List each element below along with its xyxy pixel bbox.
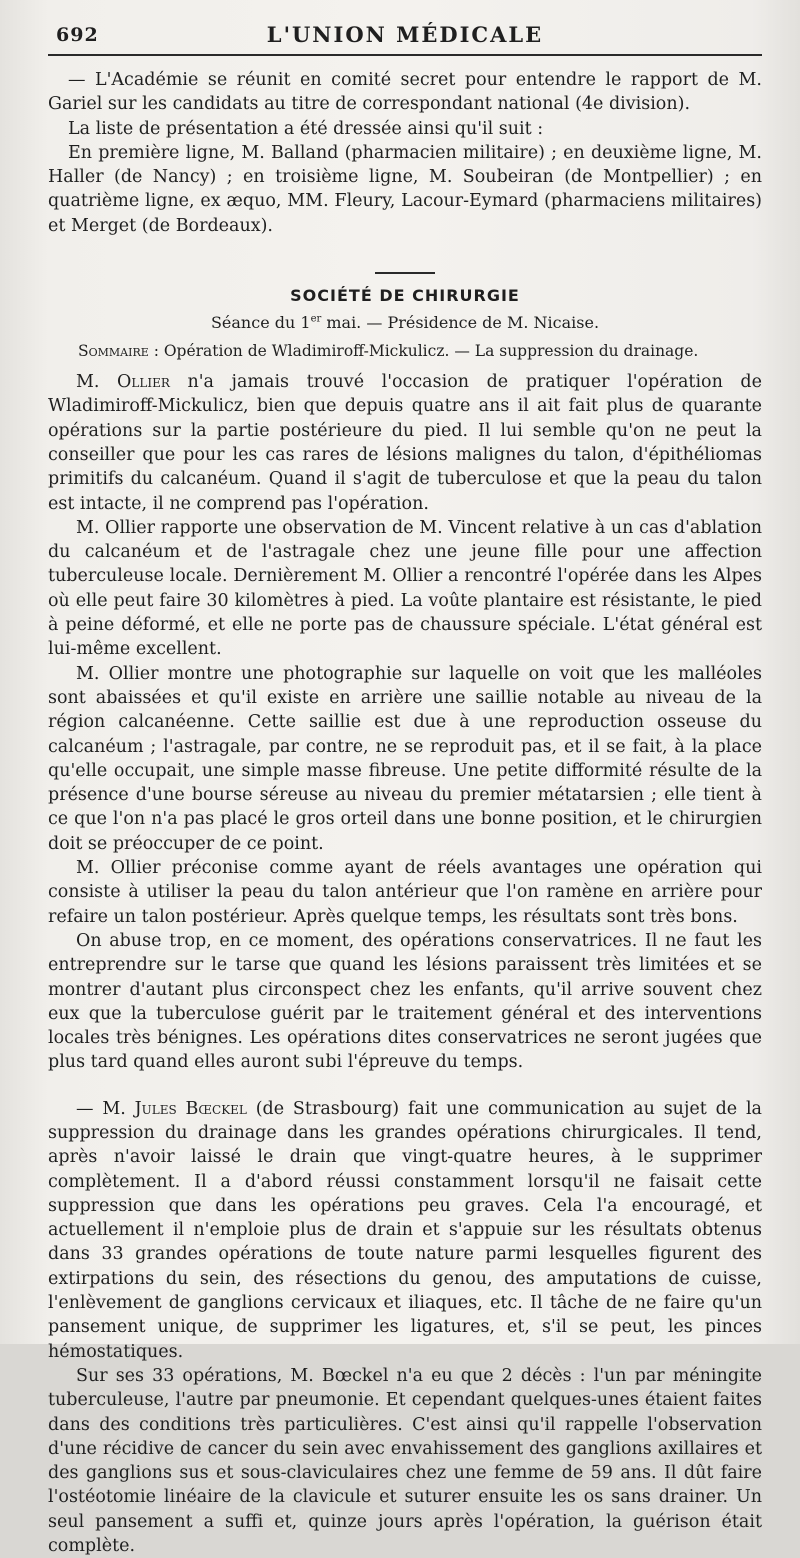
speaker-name: M. Ollier xyxy=(76,372,170,393)
body-paragraph xyxy=(48,662,762,856)
seance-line xyxy=(48,313,762,332)
paragraph-text: M. Ollier rapporte une observation de M. Vincent relative à un cas d'ablation du calcanéum et de l'astragale chez une jeune fille pour une affection tuberculeuse locale. Dernièrement M. Ollier a rencontré l'opérée dans les Alpes où elle peut faire 30 kilomètres à pied. La voûte plantaire est résistante, le pied à peine déformé, et elle ne porte pas de chaussure spéciale. L'état général est lui-même excellent. xyxy=(48,517,762,660)
paragraph-text: Sur ses 33 opérations, M. Bœckel n'a eu que 2 décès : l'un par méningite tuberculeuse, l'autre par pneumonie. Et cependant quelques-unes étaient faites dans des conditions très particulières. C'est ainsi qu'il rappelle l'observation d'une récidive de cancer du sein avec envahissement des ganglions axillaires et des ganglions sus et sous-claviculaires chez une femme de 59 ans. Il dût faire l'ostéotomie linéaire de la clavicule et suturer ensuite les os sans drainer. Un seul pansement a suffi et, quinze jours après l'opération, la guérison était complète. xyxy=(48,1365,762,1557)
paragraph-text: M. Ollier montre une photographie sur laquelle on voit que les malléoles sont abaissées et qu'il existe en arrière une saillie notable au niveau de la région calcanéenne. Cette saillie est due à une reproduction osseuse du calcanéum ; l'astragale, par contre, ne se reproduit pas, et il se fait, à la place qu'elle occupait, une simple masse fibreuse. Une petite difformité résulte de la présence d'une bourse séreuse au niveau du premier métatarsien ; elle tient à ce que l'on n'a pas placé le gros orteil dans une bonne position, et le chirurgien doit se préoccuper de ce point. xyxy=(48,663,762,854)
body-paragraph xyxy=(48,1097,762,1364)
paragraph-gap xyxy=(48,1075,762,1097)
header-rule xyxy=(48,54,762,56)
section-title: SOCIÉTÉ DE CHIRURGIE xyxy=(290,286,520,306)
page-header xyxy=(48,18,762,48)
body-paragraph xyxy=(48,370,762,516)
speaker-name: — M. Jules Bœckel xyxy=(76,1098,247,1119)
presentation-list: En première ligne, M. Balland (pharmacien militaire) ; en deuxième ligne, M. Haller (de Nancy) ; en troisième ligne, M. Soubeiran (de Montpellier) ; en quatrième ligne, ex æquo, MM. Fleury, Lacour-Eymard (pharmaciens militaires) et Merget (de Bordeaux). xyxy=(48,142,762,236)
body-paragraph xyxy=(48,516,762,662)
section-divider xyxy=(375,272,435,274)
presentation-list-intro: La liste de présentation a été dressée ainsi qu'il suit : xyxy=(68,118,544,139)
seance-ordinal: er xyxy=(310,313,322,325)
summary-label: Sommaire xyxy=(78,342,149,361)
paragraph-text: On abuse trop, en ce moment, des opérations conservatrices. Il ne faut les entreprendre sur le tarse que quand les lésions paraissent très limitées et se montrer d'autant plus circonspect chez les enfants, qu'il arrive souvent chez eux que la tuberculose guérit par le traitement général et des interventions locales très bénignes. Les opérations dites conservatrices ne seront jugées que plus tard quand elles auront subi l'épreuve du temps. xyxy=(48,930,762,1073)
running-title: L'UNION MÉDICALE xyxy=(266,22,544,47)
summary-line xyxy=(48,340,762,362)
seance-suffix: mai. — Présidence de M. Nicaise. xyxy=(321,313,600,333)
body-paragraph xyxy=(48,856,762,929)
academy-paragraph: — L'Académie se réunit en comité secret pour entendre le rapport de M. Gariel sur les candidats au titre de correspondant national (4e division). xyxy=(48,70,762,115)
paragraph-text: n'a jamais trouvé l'occasion de pratiquer l'opération de Wladimiroff-Mickulicz, bien que depuis quatre ans il ait fait plus de quarante opérations sur la partie postérieure du pied. Il lui semble qu'on ne peut la conseiller que pour les cas rares de lésions malignes du talon, d'épithéliomas primitifs du calcanéum. Quand il s'agit de tuberculose et que la peau du talon est intacte, il ne comprend pas l'opération. xyxy=(48,372,762,514)
paragraph-text: M. Ollier préconise comme ayant de réels avantages une opération qui consiste à utiliser la peau du talon antérieur que l'on ramène en arrière pour refaire un talon postérieur. Après quelque temps, les résultats sont très bons. xyxy=(48,858,762,927)
page-number: 692 xyxy=(56,24,99,46)
body-paragraph xyxy=(48,1364,762,1558)
summary-text: : Opération de Wladimiroff-Mickulicz. — La suppression du drainage. xyxy=(148,342,699,361)
seance-prefix: Séance du 1 xyxy=(210,313,311,333)
body-paragraph xyxy=(48,929,762,1075)
paragraph-text: (de Strasbourg) fait une communication au sujet de la suppression du drainage dans les grandes opérations chirurgicales. Il tend, après n'avoir laissé le drain que vingt-quatre heures, à le supprimer complètement. Il a d'abord réussi constamment lorsqu'il ne faisait cette suppression que dans les opérations peu graves. Cela l'a encouragé, et actuellement il n'emploie plus de drain et s'appuie sur les résultats obtenus dans 33 grandes opérations de toute nature parmi lesquelles figurent des extirpations du sein, des résections du genou, des amputations de cuisse, l'enlèvement de ganglions cervicaux et iliaques, etc. Il tâche de ne faire qu'un pansement unique, de supprimer les ligatures, et, s'il se peut, les pinces hémostatiques. xyxy=(48,1098,762,1362)
